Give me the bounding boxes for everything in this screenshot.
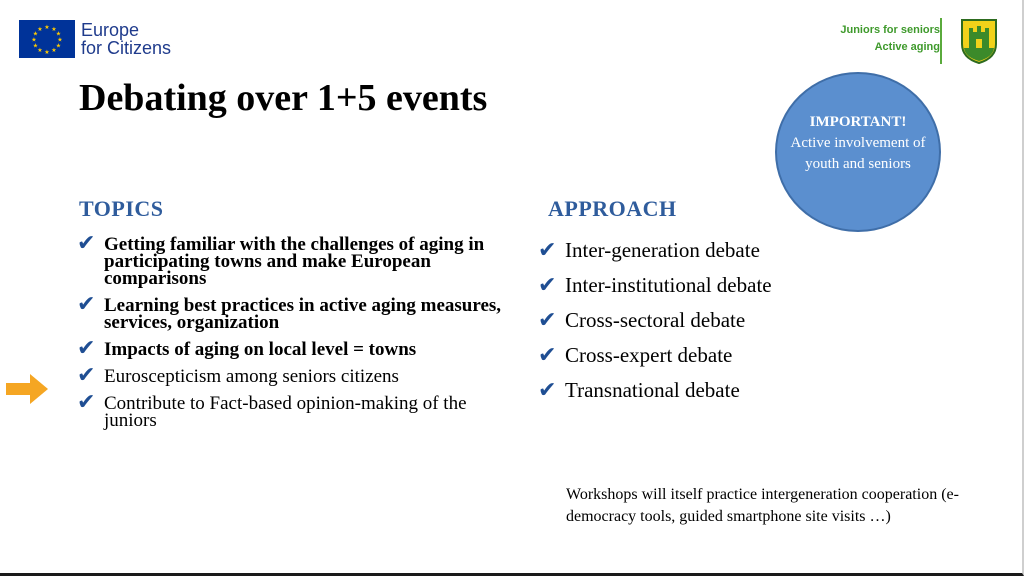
approach-text: Cross-sectoral debate [565, 308, 746, 332]
topic-item [77, 363, 502, 388]
project-line-1: Juniors for seniors [840, 24, 940, 36]
approach-text: Transnational debate [565, 378, 740, 402]
project-line-2: Active aging [874, 41, 940, 53]
project-label [840, 22, 940, 56]
topic-text: Learning best practices in active aging measures, services, organization [104, 295, 502, 333]
checkmark-icon: ✔ [77, 390, 96, 415]
checkmark-icon: ✔ [538, 238, 557, 263]
topics-heading: TOPICS [79, 196, 164, 221]
topic-text: Euroscepticism among seniors citizens [104, 366, 399, 387]
arrow-right-icon [6, 374, 48, 404]
coat-of-arms-icon [960, 18, 998, 64]
svg-text:★: ★ [37, 26, 43, 33]
svg-text:★: ★ [37, 47, 43, 54]
approach-item [538, 273, 858, 297]
topic-item [77, 231, 502, 289]
svg-text:★: ★ [57, 36, 63, 44]
approach-text: Cross-expert debate [565, 343, 733, 367]
checkmark-icon: ✔ [77, 292, 96, 317]
approach-item [538, 238, 858, 262]
approach-heading: APPROACH [548, 196, 677, 221]
divider [940, 18, 942, 64]
checkmark-icon: ✔ [77, 231, 96, 256]
approach-item [538, 378, 858, 402]
logo-line-2: for Citizens [81, 38, 172, 58]
svg-text:★: ★ [32, 30, 39, 38]
checkmark-icon: ✔ [538, 308, 557, 333]
callout-heading: IMPORTANT! [809, 113, 907, 130]
svg-text:★: ★ [44, 24, 50, 31]
important-callout [775, 72, 941, 232]
checkmark-icon: ✔ [77, 336, 96, 361]
topic-item [77, 390, 502, 431]
svg-text:★: ★ [51, 47, 57, 54]
approach-text: Inter-institutional debate [565, 273, 772, 297]
checkmark-icon: ✔ [77, 363, 96, 388]
checkmark-icon: ✔ [538, 343, 557, 368]
slide-title: Debating over 1+5 events [79, 77, 488, 119]
logo-line-1: Europe [81, 20, 140, 40]
svg-text:★: ★ [32, 42, 39, 50]
svg-text:★: ★ [51, 26, 57, 33]
approach-text: Inter-generation debate [565, 238, 760, 262]
topic-text: Contribute to Fact-based opinion-making of the juniors [104, 393, 467, 431]
svg-text:★: ★ [55, 42, 62, 50]
svg-text:★: ★ [44, 49, 50, 56]
approach-item [538, 343, 858, 367]
topic-item [77, 336, 502, 361]
approach-item [538, 308, 858, 332]
approach-list [538, 238, 858, 413]
topic-text: Getting familiar with the challenges of aging in participating towns and make European comparisons [104, 234, 485, 289]
eu-flag-icon [19, 20, 75, 58]
topic-item [77, 292, 502, 333]
checkmark-icon: ✔ [538, 378, 557, 403]
checkmark-icon: ✔ [538, 273, 557, 298]
topics-list [77, 231, 502, 439]
callout-body: Active involvement of youth and seniors [790, 134, 926, 172]
svg-text:★: ★ [55, 30, 62, 38]
topic-text: Impacts of aging on local level = towns [104, 339, 417, 360]
workshops-note: Workshops will itself practice intergeneration cooperation (e-democracy tools, guided smartphone site visits …) [566, 486, 959, 525]
svg-text:★: ★ [31, 36, 37, 44]
europe-for-citizens-logo [19, 20, 171, 58]
